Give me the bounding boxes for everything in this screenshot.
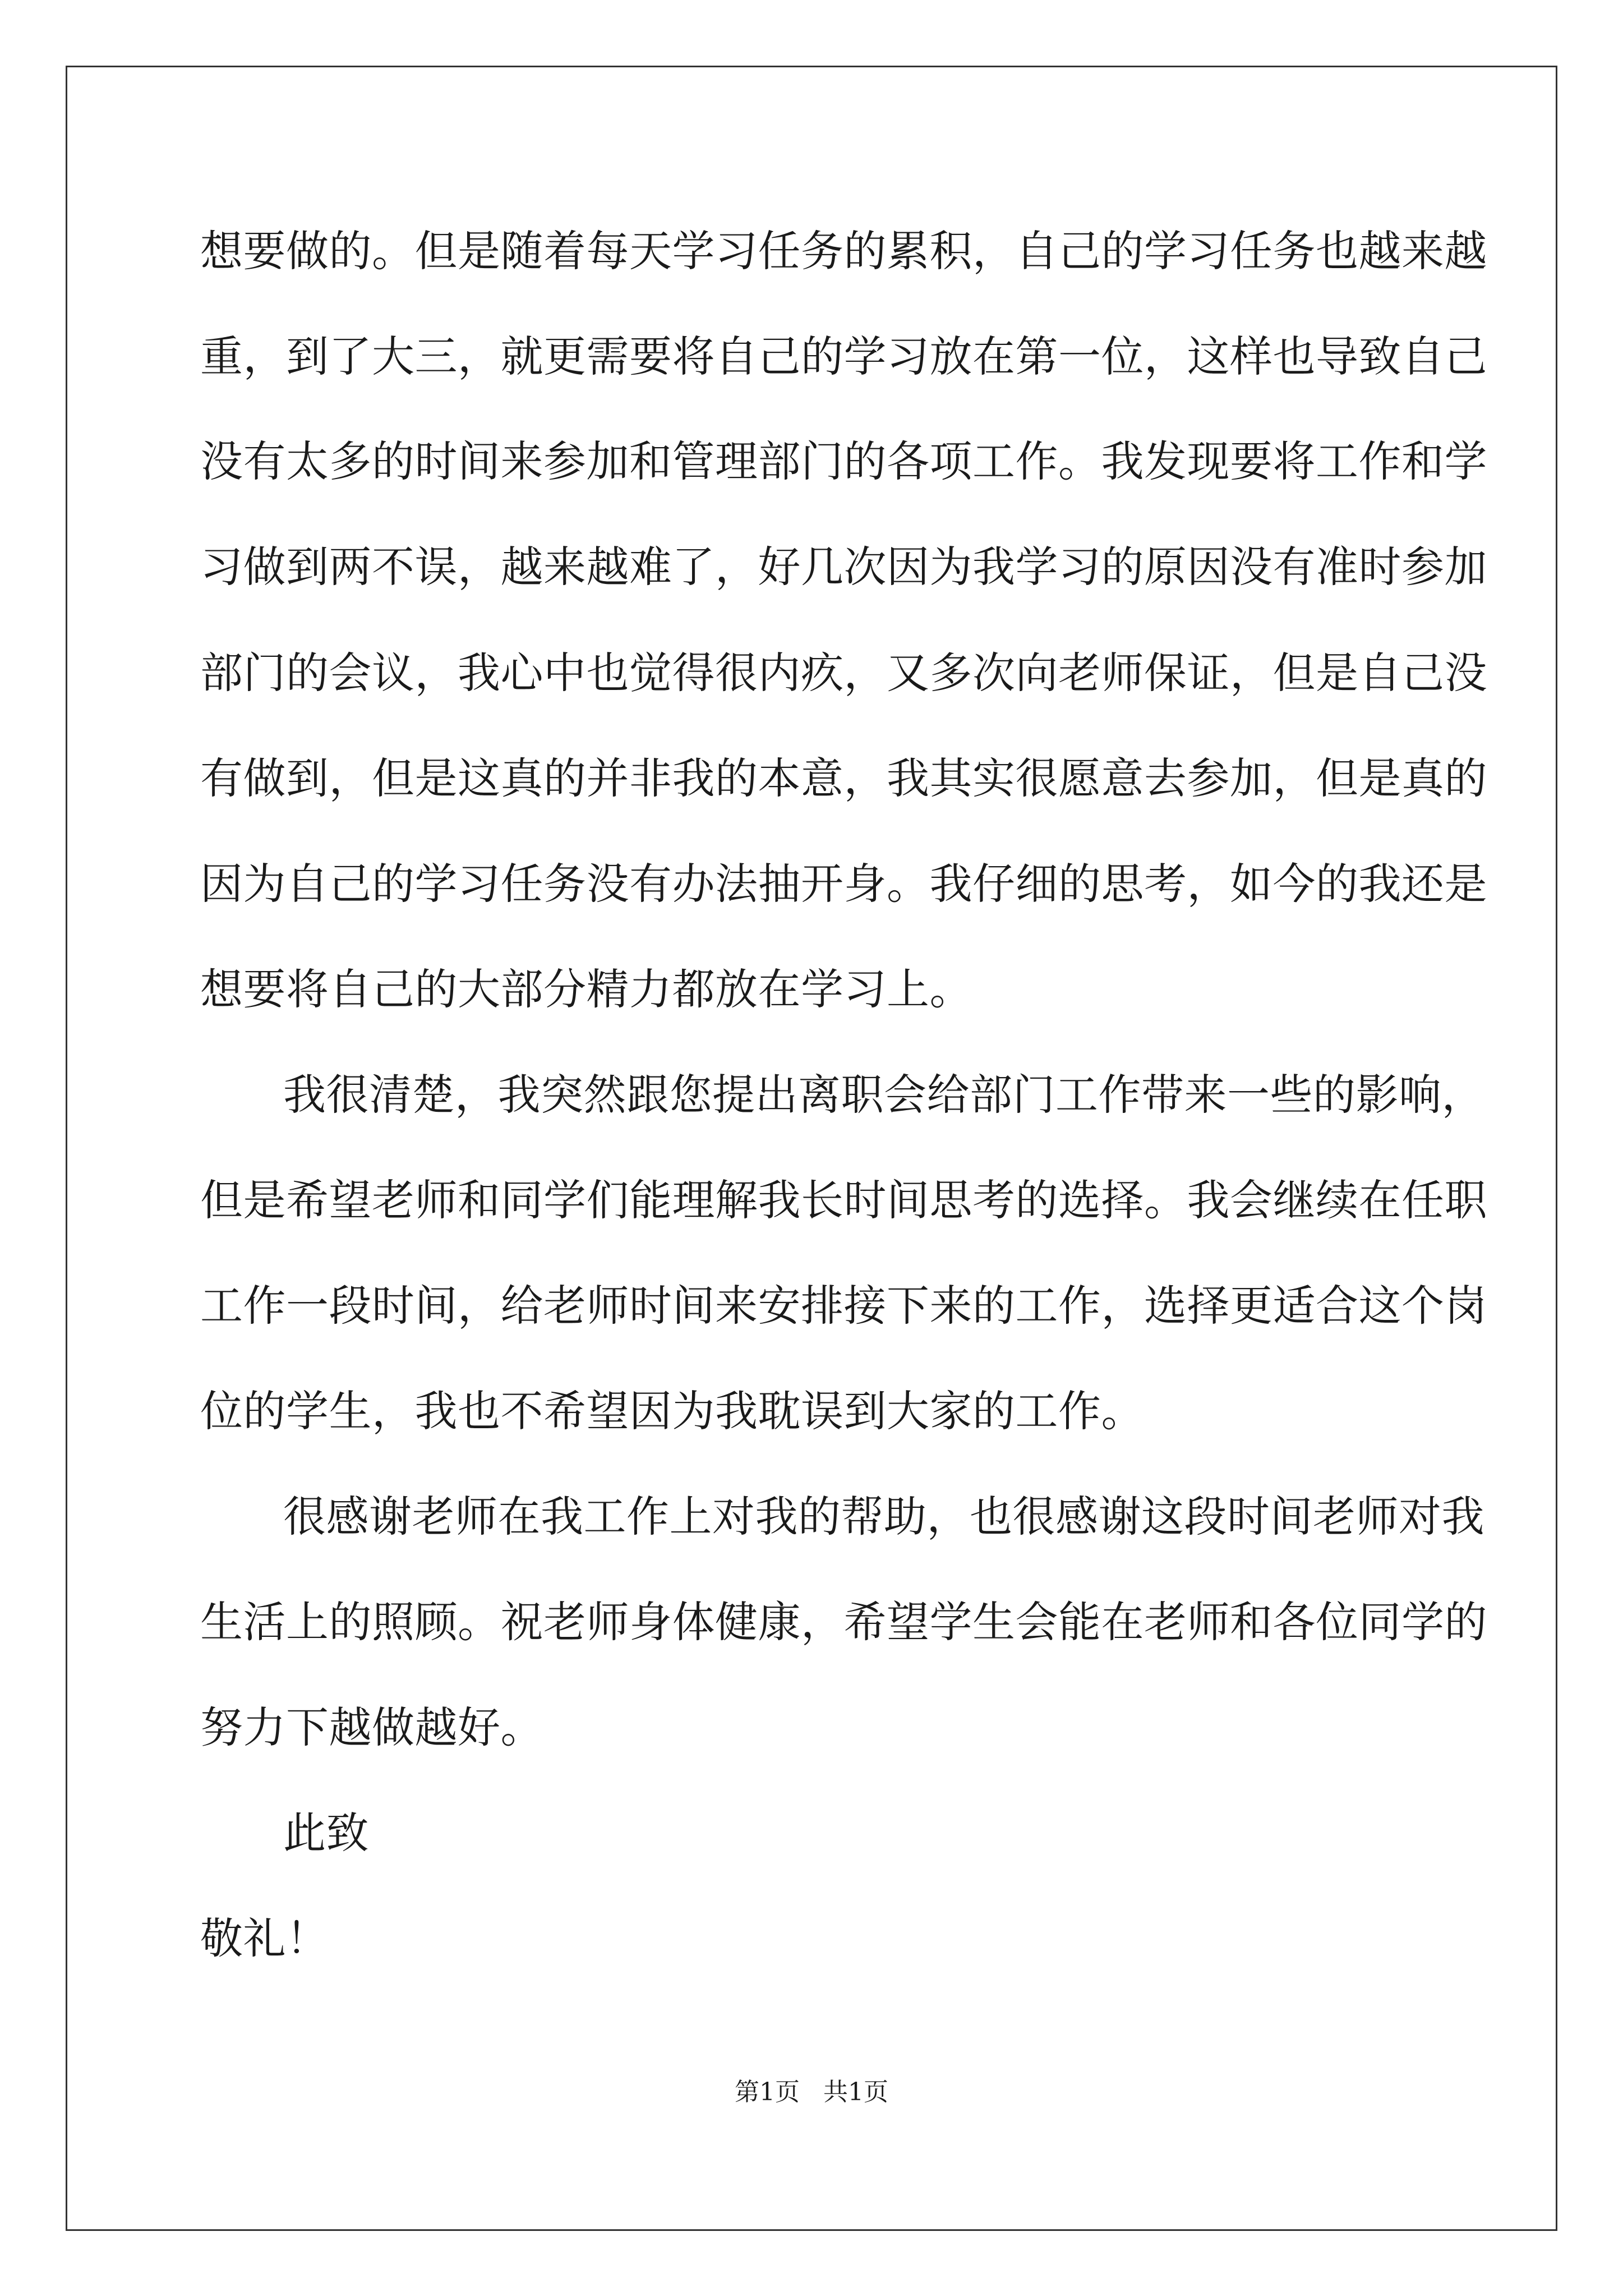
text-line: 生活上的照顾。祝老师身体健康，希望学生会能在老师和各位同学的 [200, 1597, 1487, 1647]
text-line: 想要做的。但是随着每天学习任务的累积，自己的学习任务也越来越 [200, 226, 1487, 276]
text-line: 想要将自己的大部分精力都放在学习上。 [200, 964, 972, 1014]
text-line: 重，到了大三，就更需要将自己的学习放在第一位，这样也导致自己 [200, 332, 1487, 381]
text-line: 努力下越做越好。 [200, 1703, 543, 1752]
text-line: 位的学生，我也不希望因为我耽误到大家的工作。 [200, 1386, 1144, 1436]
text-line: 部门的会议，我心中也觉得很内疚，又多次向老师保证，但是自己没 [200, 648, 1487, 698]
paragraph-first-line: 我很清楚，我突然跟您提出离职会给部门工作带来一些的影响， [283, 1070, 1484, 1120]
text-line: 但是希望老师和同学们能理解我长时间思考的选择。我会继续在任职 [200, 1175, 1487, 1225]
text-line: 工作一段时间，给老师时间来安排接下来的工作，选择更适合这个岗 [200, 1281, 1487, 1331]
closing-phrase: 此致 [283, 1808, 369, 1858]
paragraph-first-line: 很感谢老师在我工作上对我的帮助，也很感谢这段时间老师对我 [283, 1492, 1484, 1542]
text-line: 习做到两不误，越来越难了，好几次因为我学习的原因没有准时参加 [200, 542, 1487, 592]
page-border [66, 66, 1557, 2231]
salutation: 敬礼！ [200, 1913, 329, 1963]
text-line: 有做到，但是这真的并非我的本意，我其实很愿意去参加，但是真的 [200, 753, 1487, 803]
text-line: 因为自己的学习任务没有办法抽开身。我仔细的思考，如今的我还是 [200, 859, 1487, 909]
page-number-footer: 第1页 共1页 [735, 2078, 888, 2106]
text-line: 没有太多的时间来参加和管理部门的各项工作。我发现要将工作和学 [200, 436, 1487, 486]
